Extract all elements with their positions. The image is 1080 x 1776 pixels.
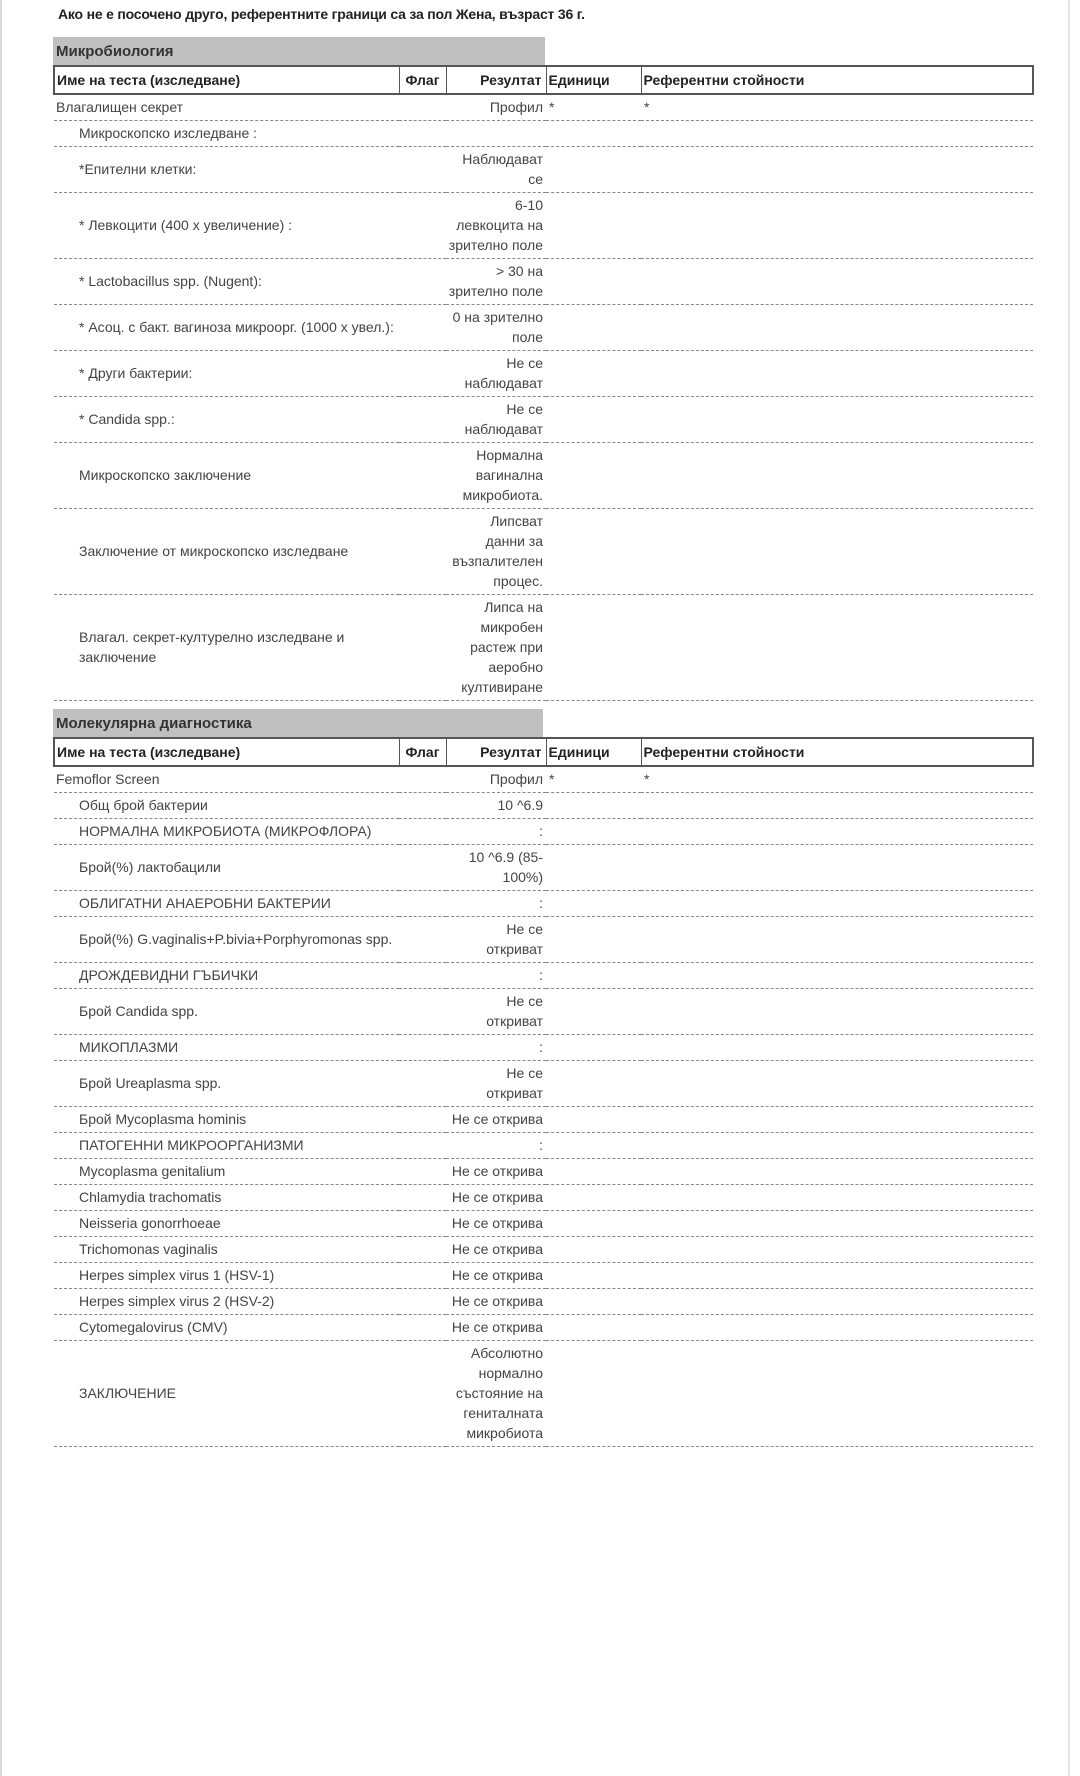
test-name-cell: *Епителни клетки:	[54, 147, 399, 193]
result-cell: > 30 на зрително поле	[446, 259, 546, 305]
result-cell: Не се откриват	[446, 1061, 546, 1107]
reference-cell	[641, 147, 1033, 193]
result-cell: Не се откриват	[446, 917, 546, 963]
flag-cell	[399, 963, 446, 989]
table-row	[54, 1211, 1033, 1237]
units-cell	[546, 963, 641, 989]
table-row	[54, 259, 1033, 305]
test-name-cell: Влагалищен секрет	[54, 94, 399, 121]
test-name-cell: Mycoplasma genitalium	[54, 1159, 399, 1185]
test-name-cell: * Асоц. с бакт. вагиноза микроорг. (1000 x увел.):	[54, 305, 399, 351]
units-cell	[546, 1315, 641, 1341]
test-name-cell: Брой Ureaplasma spp.	[54, 1061, 399, 1107]
units-cell	[546, 1289, 641, 1315]
reference-cell	[641, 1107, 1033, 1133]
section-molecular-diagnostics	[53, 709, 1032, 1447]
reference-cell	[641, 1185, 1033, 1211]
reference-cell	[641, 305, 1033, 351]
reference-cell	[641, 1237, 1033, 1263]
flag-cell	[399, 1263, 446, 1289]
units-cell: *	[546, 766, 641, 793]
reference-cell	[641, 1289, 1033, 1315]
table-row	[54, 443, 1033, 509]
units-cell	[546, 351, 641, 397]
flag-cell	[399, 351, 446, 397]
result-cell: Абсолютно нормално състояние на гениталната микробиота	[446, 1341, 546, 1447]
flag-cell	[399, 94, 446, 121]
test-name-cell: Микроскопско изследване :	[54, 121, 399, 147]
result-cell: :	[446, 891, 546, 917]
reference-cell	[641, 443, 1033, 509]
reference-cell	[641, 1159, 1033, 1185]
units-cell	[546, 595, 641, 701]
test-name-cell: Cytomegalovirus (CMV)	[54, 1315, 399, 1341]
table-row	[54, 819, 1033, 845]
column-header-result: Резултат	[446, 738, 546, 766]
test-name-cell: Herpes simplex virus 1 (HSV-1)	[54, 1263, 399, 1289]
test-name-cell: ПАТОГЕННИ МИКРООРГАНИЗМИ	[54, 1133, 399, 1159]
units-cell	[546, 1341, 641, 1447]
flag-cell	[399, 1107, 446, 1133]
units-cell	[546, 819, 641, 845]
results-table	[53, 737, 1034, 1447]
units-cell	[546, 1035, 641, 1061]
table-row	[54, 1133, 1033, 1159]
units-cell	[546, 917, 641, 963]
column-header-name: Име на теста (изследване)	[54, 738, 399, 766]
table-row	[54, 917, 1033, 963]
units-cell	[546, 1211, 641, 1237]
result-cell: :	[446, 819, 546, 845]
units-cell	[546, 259, 641, 305]
table-row	[54, 1185, 1033, 1211]
result-cell	[446, 121, 546, 147]
table-row	[54, 397, 1033, 443]
test-name-cell: Chlamydia trachomatis	[54, 1185, 399, 1211]
flag-cell	[399, 397, 446, 443]
table-row	[54, 1107, 1033, 1133]
flag-cell	[399, 305, 446, 351]
column-header-flag: Флаг	[399, 66, 446, 94]
table-row	[54, 595, 1033, 701]
units-cell	[546, 1159, 641, 1185]
table-header-row	[54, 738, 1033, 766]
reference-cell	[641, 259, 1033, 305]
test-name-cell: Микроскопско заключение	[54, 443, 399, 509]
test-name-cell: Влагал. секрет-културелно изследване и заключение	[54, 595, 399, 701]
test-name-cell: Брой(%) лактобацили	[54, 845, 399, 891]
table-row	[54, 1061, 1033, 1107]
test-name-cell: Брой Mycoplasma hominis	[54, 1107, 399, 1133]
flag-cell	[399, 1237, 446, 1263]
units-cell	[546, 193, 641, 259]
results-table	[53, 65, 1034, 701]
units-cell	[546, 793, 641, 819]
table-header-row	[54, 66, 1033, 94]
reference-cell	[641, 819, 1033, 845]
test-name-cell: * Candida spp.:	[54, 397, 399, 443]
reference-cell	[641, 793, 1033, 819]
table-row	[54, 1263, 1033, 1289]
flag-cell	[399, 121, 446, 147]
test-name-cell: Брой(%) G.vaginalis+P.bivia+Porphyromonas spp.	[54, 917, 399, 963]
units-cell	[546, 509, 641, 595]
units-cell	[546, 1237, 641, 1263]
result-cell: Не се открива	[446, 1237, 546, 1263]
page-left-border	[0, 0, 2, 1776]
reference-cell	[641, 595, 1033, 701]
test-name-cell: Брой Candida spp.	[54, 989, 399, 1035]
table-row	[54, 1237, 1033, 1263]
flag-cell	[399, 1315, 446, 1341]
units-cell	[546, 121, 641, 147]
column-header-units: Единици	[546, 738, 641, 766]
result-cell: 6-10 левкоцита на зрително поле	[446, 193, 546, 259]
reference-cell	[641, 1133, 1033, 1159]
reference-cell	[641, 121, 1033, 147]
table-row	[54, 963, 1033, 989]
test-name-cell: ЗАКЛЮЧЕНИЕ	[54, 1341, 399, 1447]
flag-cell	[399, 193, 446, 259]
result-cell: 10 ^6.9	[446, 793, 546, 819]
flag-cell	[399, 1211, 446, 1237]
units-cell	[546, 397, 641, 443]
table-row	[54, 193, 1033, 259]
result-cell: Не се наблюдават	[446, 397, 546, 443]
result-cell: Липсват данни за възпалителен процес.	[446, 509, 546, 595]
units-cell	[546, 147, 641, 193]
reference-cell	[641, 1061, 1033, 1107]
test-name-cell: Общ брой бактерии	[54, 793, 399, 819]
test-name-cell: ОБЛИГАТНИ АНАЕРОБНИ БАКТЕРИИ	[54, 891, 399, 917]
result-cell: Не се открива	[446, 1185, 546, 1211]
reference-cell	[641, 397, 1033, 443]
reference-cell: *	[641, 766, 1033, 793]
flag-cell	[399, 1061, 446, 1107]
reference-note: Ако не е посочено друго, референтните граници са за пол Жена, възраст 36 г.	[58, 6, 585, 22]
table-row	[54, 121, 1033, 147]
result-cell: Не се открива	[446, 1263, 546, 1289]
column-header-name: Име на теста (изследване)	[54, 66, 399, 94]
flag-cell	[399, 793, 446, 819]
result-cell: Не се откриват	[446, 989, 546, 1035]
flag-cell	[399, 989, 446, 1035]
units-cell	[546, 845, 641, 891]
result-cell: 0 на зрително поле	[446, 305, 546, 351]
test-name-cell: Femoflor Screen	[54, 766, 399, 793]
result-cell: 10 ^6.9 (85-100%)	[446, 845, 546, 891]
reference-cell	[641, 1211, 1033, 1237]
flag-cell	[399, 766, 446, 793]
units-cell	[546, 1185, 641, 1211]
section-title: Микробиология	[53, 37, 545, 65]
test-name-cell: Herpes simplex virus 2 (HSV-2)	[54, 1289, 399, 1315]
table-body	[54, 766, 1033, 1447]
table-row	[54, 147, 1033, 193]
reference-cell	[641, 1263, 1033, 1289]
result-cell: Не се открива	[446, 1315, 546, 1341]
result-cell: Липса на микробен растеж при аеробно култивиране	[446, 595, 546, 701]
table-row	[54, 351, 1033, 397]
section-microbiology	[53, 37, 1032, 701]
result-cell: Не се открива	[446, 1107, 546, 1133]
result-cell: Профил	[446, 766, 546, 793]
test-name-cell: Neisseria gonorrhoeae	[54, 1211, 399, 1237]
units-cell	[546, 1061, 641, 1107]
flag-cell	[399, 917, 446, 963]
units-cell	[546, 443, 641, 509]
result-cell: Не се открива	[446, 1159, 546, 1185]
flag-cell	[399, 259, 446, 305]
test-name-cell: * Lactobacillus spp. (Nugent):	[54, 259, 399, 305]
column-header-result: Резултат	[446, 66, 546, 94]
column-header-reference: Референтни стойности	[641, 738, 1033, 766]
test-name-cell: ДРОЖДЕВИДНИ ГЪБИЧКИ	[54, 963, 399, 989]
reference-cell: *	[641, 94, 1033, 121]
result-cell: Не се открива	[446, 1211, 546, 1237]
reference-cell	[641, 193, 1033, 259]
table-row	[54, 891, 1033, 917]
flag-cell	[399, 509, 446, 595]
result-cell: Не се наблюдават	[446, 351, 546, 397]
test-profile-row	[54, 94, 1033, 121]
result-cell: :	[446, 1133, 546, 1159]
reference-cell	[641, 917, 1033, 963]
reference-cell	[641, 989, 1033, 1035]
reference-cell	[641, 1341, 1033, 1447]
units-cell	[546, 891, 641, 917]
table-body	[54, 94, 1033, 701]
flag-cell	[399, 443, 446, 509]
table-row	[54, 1159, 1033, 1185]
table-row	[54, 793, 1033, 819]
reference-cell	[641, 351, 1033, 397]
flag-cell	[399, 891, 446, 917]
reference-cell	[641, 1035, 1033, 1061]
flag-cell	[399, 819, 446, 845]
test-name-cell: * Други бактерии:	[54, 351, 399, 397]
table-row	[54, 1289, 1033, 1315]
flag-cell	[399, 845, 446, 891]
column-header-flag: Флаг	[399, 738, 446, 766]
flag-cell	[399, 595, 446, 701]
page-scrollbar-edge	[1068, 0, 1070, 1776]
result-cell: Профил	[446, 94, 546, 121]
units-cell	[546, 1263, 641, 1289]
result-cell: :	[446, 963, 546, 989]
reference-cell	[641, 963, 1033, 989]
flag-cell	[399, 1185, 446, 1211]
units-cell	[546, 305, 641, 351]
table-row	[54, 509, 1033, 595]
result-cell: :	[446, 1035, 546, 1061]
table-row	[54, 845, 1033, 891]
table-row	[54, 1341, 1033, 1447]
test-name-cell: НОРМАЛНА МИКРОБИОТА (МИКРОФЛОРА)	[54, 819, 399, 845]
column-header-reference: Референтни стойности	[641, 66, 1033, 94]
flag-cell	[399, 1159, 446, 1185]
units-cell	[546, 989, 641, 1035]
flag-cell	[399, 1133, 446, 1159]
reference-cell	[641, 1315, 1033, 1341]
test-name-cell: Trichomonas vaginalis	[54, 1237, 399, 1263]
flag-cell	[399, 1341, 446, 1447]
result-cell: Нормална вагинална микробиота.	[446, 443, 546, 509]
table-row	[54, 305, 1033, 351]
units-cell: *	[546, 94, 641, 121]
flag-cell	[399, 1035, 446, 1061]
test-name-cell: * Левкоцити (400 x увеличение) :	[54, 193, 399, 259]
table-row	[54, 989, 1033, 1035]
column-header-units: Единици	[546, 66, 641, 94]
reference-cell	[641, 845, 1033, 891]
flag-cell	[399, 147, 446, 193]
test-name-cell: МИКОПЛАЗМИ	[54, 1035, 399, 1061]
section-title: Молекулярна диагностика	[53, 709, 543, 737]
units-cell	[546, 1133, 641, 1159]
table-row	[54, 1035, 1033, 1061]
result-cell: Наблюдават се	[446, 147, 546, 193]
test-name-cell: Заключение от микроскопско изследване	[54, 509, 399, 595]
result-cell: Не се открива	[446, 1289, 546, 1315]
units-cell	[546, 1107, 641, 1133]
table-row	[54, 1315, 1033, 1341]
reference-cell	[641, 509, 1033, 595]
flag-cell	[399, 1289, 446, 1315]
reference-cell	[641, 891, 1033, 917]
test-profile-row	[54, 766, 1033, 793]
